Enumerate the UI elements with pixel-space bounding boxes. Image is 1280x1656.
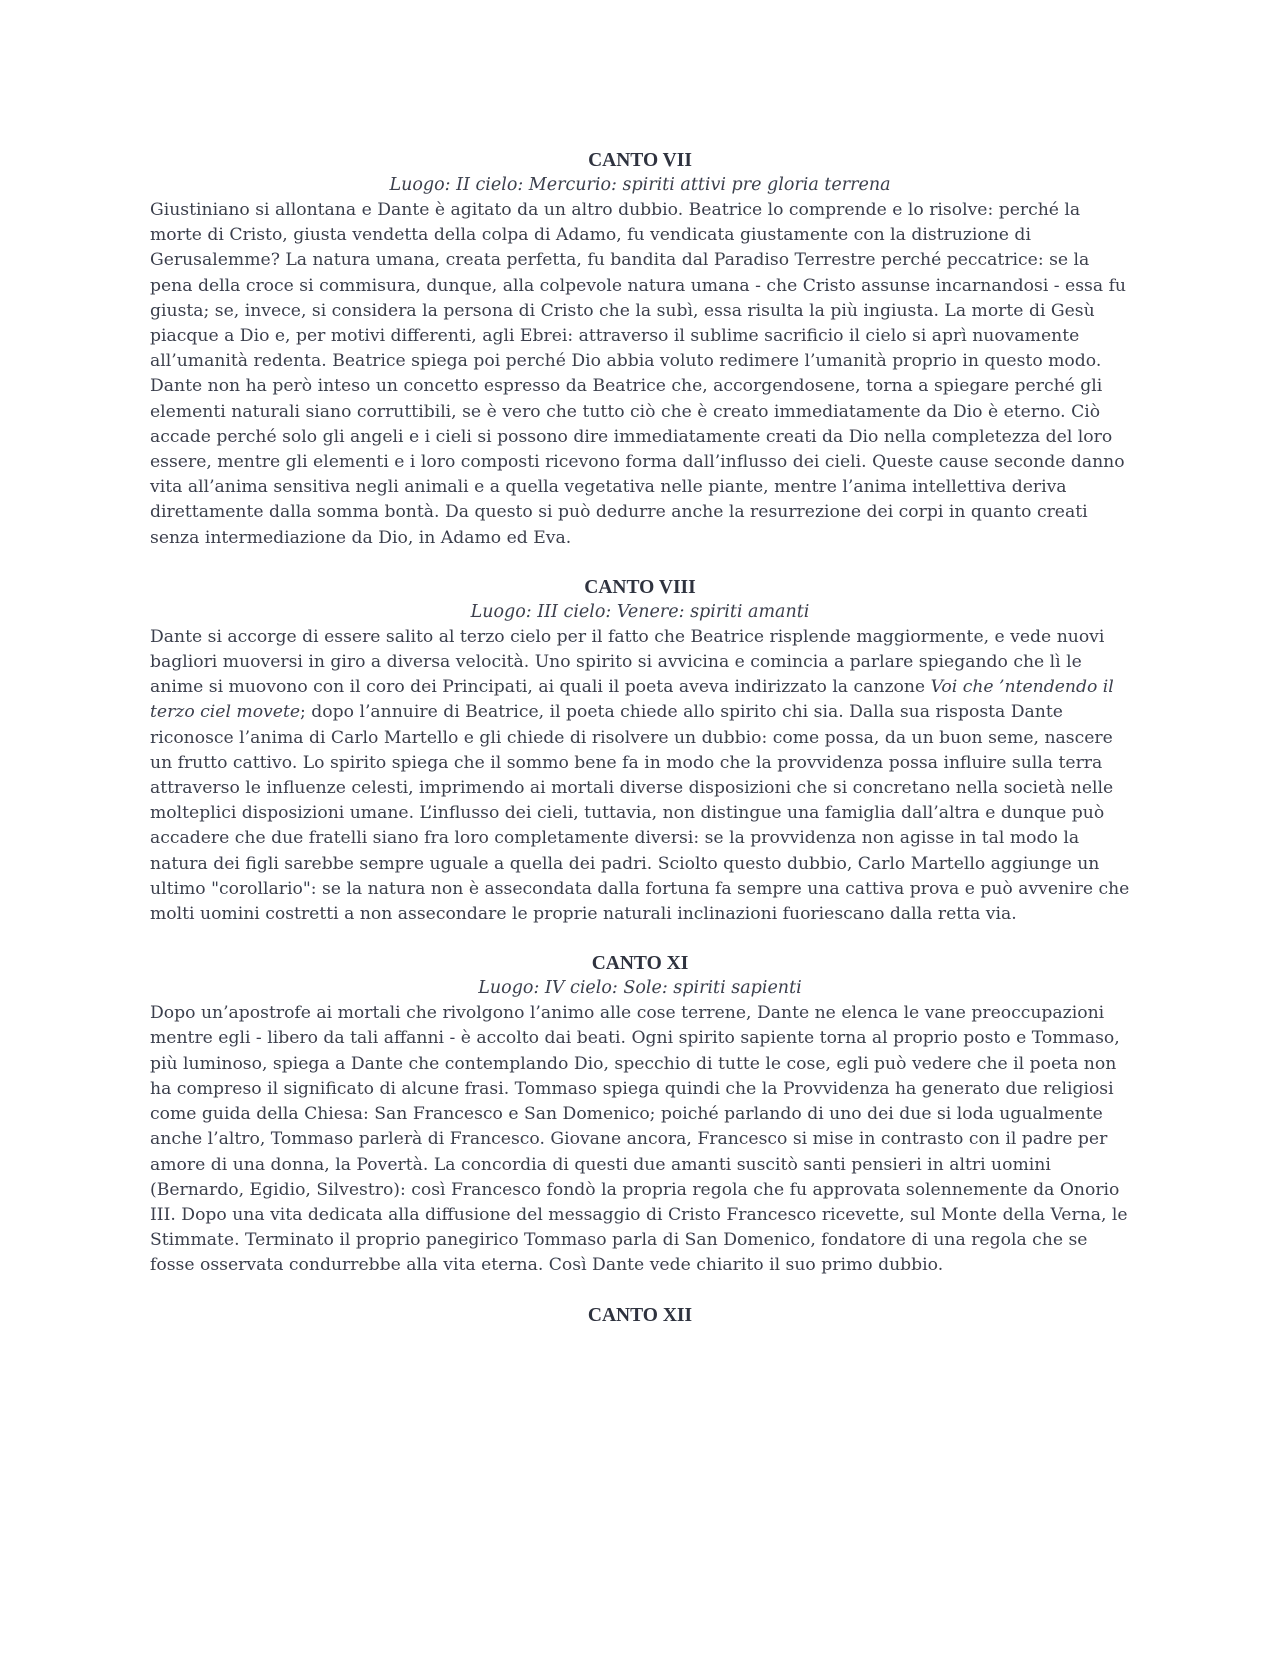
canto-subtitle: Luogo: IV cielo: Sole: spiriti sapienti [478, 978, 802, 999]
canto-title: CANTO VIII [584, 576, 696, 598]
canto-summary: Giustiniano si allontana e Dante è agitato da un altro dubbio. Beatrice lo comprende e lo risolve: perché la morte di Cristo, giusta vendetta della colpa di Adamo, fu vendicata giustamente con la distruzione di Gerusalemme? La natura umana, creata perfetta, fu bandita dal Paradiso Terrestre perché peccatrice: se la pena della croce si commisura, dunque, alla colpevole natura umana - che Cristo assunse incarnandosi - essa fu giusta; se, invece, si considera la persona di Cristo che la subì, essa risulta la più ingiusta. La morte di Gesù piacque a Dio e, per motivi differenti, agli Ebrei: attraverso il sublime sacrificio il cielo si aprì nuovamente all’umanità redenta. Beatrice spiega poi perché Dio abbia voluto redimere l’umanità proprio in questo modo. Dante non ha però inteso un concetto espresso da Beatrice che, accorgendosene, torna a spiegare perché gli elementi naturali siano corruttibili, se è vero che tutto ciò che è creato immediatamente da Dio è eterno. Ciò accade perché solo gli angeli e i cieli si possono dire immediatamente creati da Dio nella completezza del loro essere, mentre gli elementi e i loro composti ricevono forma dall’influsso dei cieli. Queste cause seconde danno vita all’anima sensitiva negli animali e a quella vegetativa nelle piante, mentre l’anima intellettiva deriva direttamente dalla somma bontà. Da questo si può dedurre anche la resurrezione dei corpi in quanto creati senza intermediazione da Dio, in Adamo ed Eva. [150, 200, 1127, 548]
canto-summary: Dopo un’apostrofe ai mortali che rivolgono l’animo alle cose terrene, Dante ne elenca le vane preoccupazioni mentre egli - libero da tali affanni - è accolto dai beati. Ogni spirito sapiente torna al proprio posto e Tommaso, più luminoso, spiega a Dante che contemplando Dio, specchio di tutte le cose, egli può vedere che il poeta non ha compreso il significato di alcune frasi. Tommaso spiega quindi che la Provvidenza ha generato due religiosi come guida della Chiesa: San Francesco e San Domenico; poiché parlando di uno dei due si loda ugualmente anche l’altro, Tommaso parlerà di Francesco. Giovane ancora, Francesco si mise in contrasto con il padre per amore di una donna, la Povertà. La concordia di questi due amanti suscitò santi pensieri in altri uomini (Bernardo, Egidio, Silvestro): così Francesco fondò la propria regola che fu approvata solennemente da Onorio III. Dopo una vita dedicata alla diffusione del messaggio di Cristo Francesco ricevette, sul Monte della Verna, le Stimmate. Terminato il proprio panegirico Tommaso parla di San Domenico, fondatore di una regola che se fosse osservata condurrebbe alla vita eterna. Così Dante vede chiarito il suo primo dubbio. [150, 1003, 1128, 1276]
canto-section [150, 951, 1130, 1278]
canto-title: CANTO XII [587, 1304, 693, 1326]
canto-subtitle: Luogo: III cielo: Venere: spiriti amanti [470, 601, 810, 622]
canto-section [150, 575, 1130, 927]
summary-text: Dante si accorge di essere salito al terzo cielo per il fatto che Beatrice risplende maggiormente, e vede nuovi bagliori muoversi in giro a diversa velocità. Uno spirito si avvicina e comincia a parlare spiegando che lì le anime si muovono con il coro dei Principati, ai quali il poeta aveva indirizzato la canzone [150, 626, 1105, 698]
canto-title: CANTO VII [588, 150, 692, 171]
canto-section [150, 1303, 1130, 1328]
canto-subtitle: Luogo: II cielo: Mercurio: spiriti attivi pre gloria terrena [389, 175, 891, 195]
canto-title: CANTO XI [591, 953, 689, 975]
canzone-title: Voi che ’ntendendo il terzo ciel movete [150, 677, 1114, 723]
document-page [150, 148, 1130, 1352]
canto-summary [150, 625, 1130, 927]
canto-section [150, 148, 1130, 551]
summary-text: ; dopo l’annuire di Beatrice, il poeta chiede allo spirito chi sia. Dalla sua risposta Dante riconosce l’anima di Carlo Martello e gli chiede di risolvere un dubbio: come possa, da un buon seme, nascere un frutto cattivo. Lo spirito spiega che il sommo bene fa in modo che la provvidenza possa influire sulla terra attraverso le influenze celesti, imprimendo ai mortali diverse disposizioni che si concretano nella società nelle molteplici disposizioni umane. L’influsso dei cieli, tuttavia, non distingue una famiglia dall’altra e dunque può accadere che due fratelli siano fra loro completamente diversi: se la provvidenza non agisse in tal modo la natura dei figli sarebbe sempre uguale a quella dei padri. Sciolto questo dubbio, Carlo Martello aggiunge un ultimo "corollario": se la natura non è assecondata dalla fortuna fa sempre una cattiva prova e può avvenire che molti uomini costretti a non assecondare le proprie naturali inclinazioni fuoriescano dalla retta via. [150, 702, 1130, 925]
